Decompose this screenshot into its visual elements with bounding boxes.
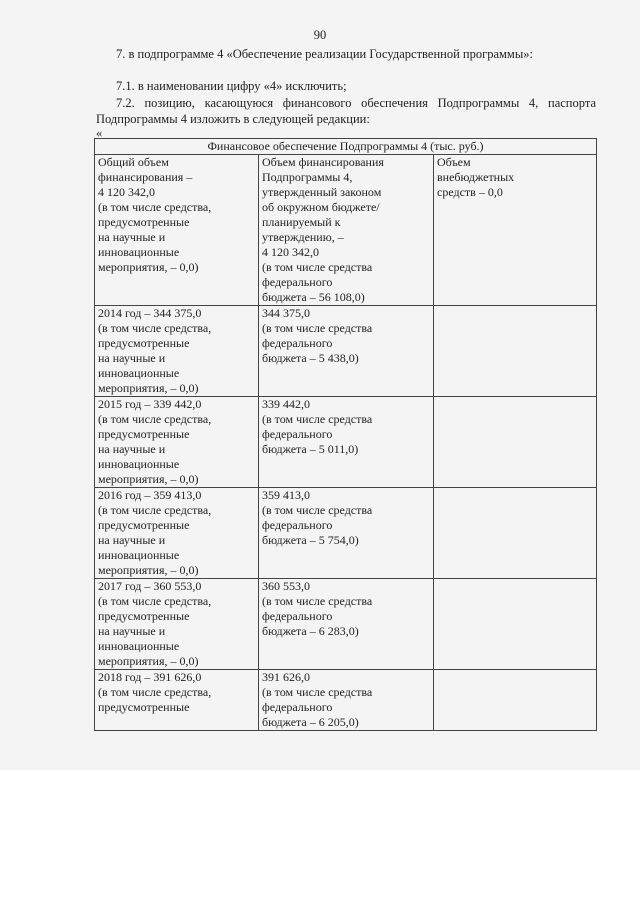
table-row bbox=[95, 155, 597, 306]
paragraph-7-1 bbox=[96, 78, 596, 94]
table-cell-total: 2018 год – 391 626,0 (в том числе средства, предусмотренные bbox=[95, 670, 259, 731]
page-number: 90 bbox=[313, 28, 327, 42]
table-cell-budget: 360 553,0 (в том числе средства федерального бюджета – 6 283,0) bbox=[259, 579, 434, 670]
table-cell-budget: 391 626,0 (в том числе средства федерального бюджета – 6 205,0) bbox=[259, 670, 434, 731]
table-cell-extrabudget: Объем внебюджетных средств – 0,0 bbox=[434, 155, 597, 306]
table-cell-extrabudget bbox=[434, 306, 597, 397]
financing-table bbox=[94, 138, 597, 731]
paragraph-7-2 bbox=[96, 95, 596, 127]
table-cell-extrabudget bbox=[434, 397, 597, 488]
table-cell-extrabudget bbox=[434, 579, 597, 670]
table-cell-budget: 359 413,0 (в том числе средства федерального бюджета – 5 754,0) bbox=[259, 488, 434, 579]
table-row bbox=[95, 579, 597, 670]
table-header: Финансовое обеспечение Подпрограммы 4 (тыс. руб.) bbox=[95, 139, 597, 155]
opening-quote: « bbox=[96, 126, 103, 140]
table-cell-extrabudget bbox=[434, 488, 597, 579]
table-cell-budget: 344 375,0 (в том числе средства федерального бюджета – 5 438,0) bbox=[259, 306, 434, 397]
table-row bbox=[95, 488, 597, 579]
table-cell-extrabudget bbox=[434, 670, 597, 731]
paragraph-7-1-text: 7.1. в наименовании цифру «4» исключить; bbox=[116, 79, 347, 93]
table-row bbox=[95, 397, 597, 488]
table-cell-budget: Объем финансирования Подпрограммы 4, утвержденный законом об окружном бюджете/ планируемый к утверждению, – 4 120 342,0 (в том числе средства федерального бюджета – 56 108,0) bbox=[259, 155, 434, 306]
table-row bbox=[95, 670, 597, 731]
paragraph-7 bbox=[96, 46, 596, 62]
table-row bbox=[95, 306, 597, 397]
table-header-row bbox=[95, 139, 597, 155]
table-cell-total: 2017 год – 360 553,0 (в том числе средства, предусмотренные на научные и инновационные мероприятия, – 0,0) bbox=[95, 579, 259, 670]
table-cell-total: 2015 год – 339 442,0 (в том числе средства, предусмотренные на научные и инновационные мероприятия, – 0,0) bbox=[95, 397, 259, 488]
table-cell-total: 2016 год – 359 413,0 (в том числе средства, предусмотренные на научные и инновационные мероприятия, – 0,0) bbox=[95, 488, 259, 579]
paragraph-7-2-text: 7.2. позицию, касающуюся финансового обеспечения Подпрограммы 4, паспорта Подпрограммы 4 изложить в следующей редакции: bbox=[96, 96, 596, 126]
table-cell-total: Общий объем финансирования – 4 120 342,0 (в том числе средства, предусмотренные на научные и инновационные мероприятия, – 0,0) bbox=[95, 155, 259, 306]
paragraph-7-text: 7. в подпрограмме 4 «Обеспечение реализации Государственной программы»: bbox=[116, 47, 533, 61]
table-cell-total: 2014 год – 344 375,0 (в том числе средства, предусмотренные на научные и инновационные мероприятия, – 0,0) bbox=[95, 306, 259, 397]
table-cell-budget: 339 442,0 (в том числе средства федерального бюджета – 5 011,0) bbox=[259, 397, 434, 488]
